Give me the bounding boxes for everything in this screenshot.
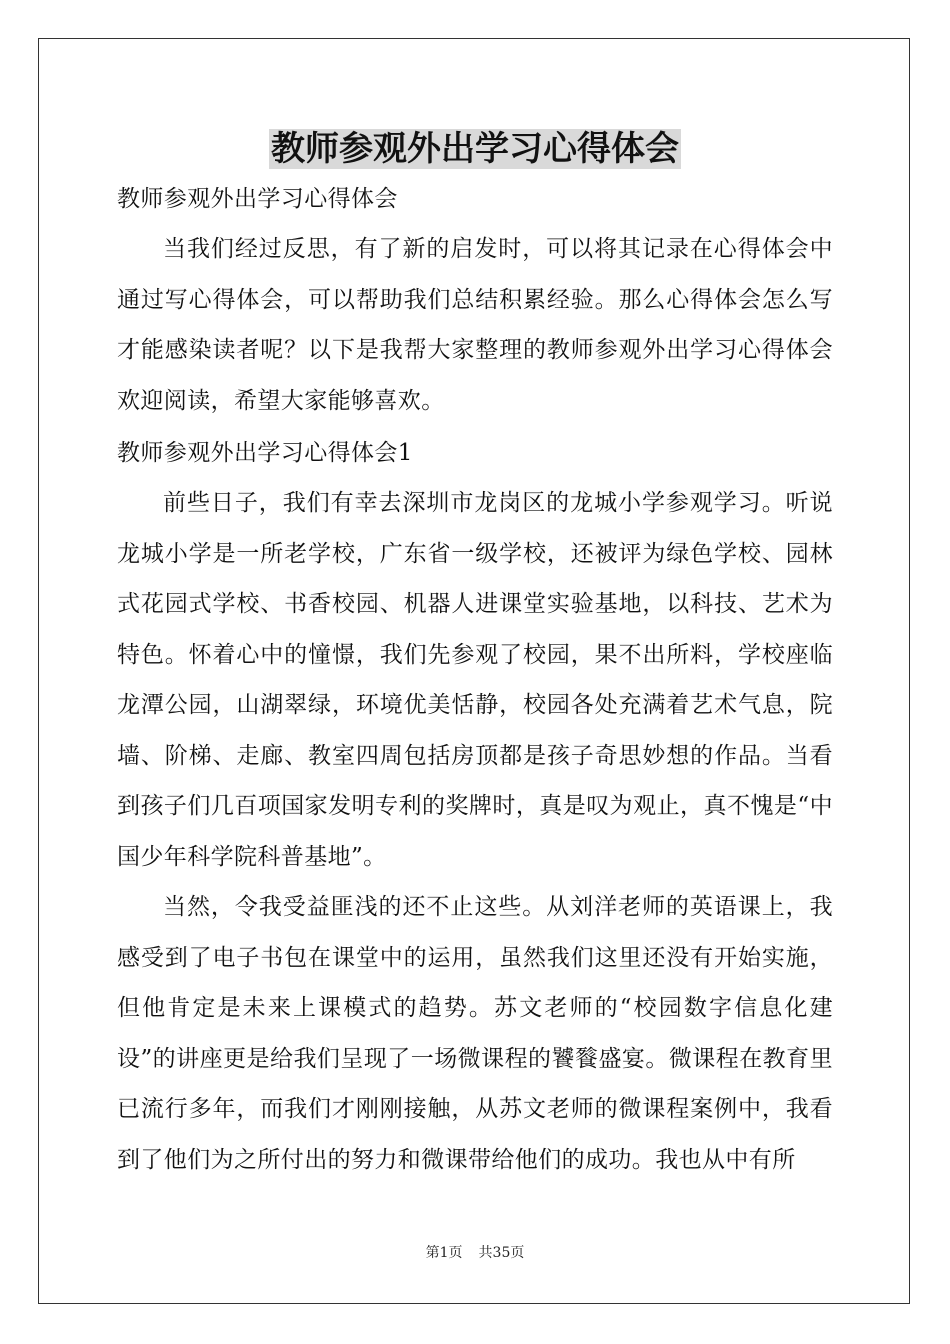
page-number: 第1页	[425, 1245, 463, 1261]
document-subtitle: 教师参观外出学习心得体会	[117, 186, 398, 212]
document-title	[117, 124, 833, 174]
section-heading-1: 教师参观外出学习心得体会1	[117, 440, 413, 466]
intro-paragraph: 当我们经过反思，有了新的启发时，可以将其记录在心得体会中通过写心得体会，可以帮助我们总结积累经验。那么心得体会怎么写才能感染读者呢？以下是我帮大家整理的教师参观外出学习心得体会欢迎阅读，希望大家能够喜欢。	[117, 236, 833, 414]
document-body	[117, 124, 833, 1185]
document-title-text: 教师参观外出学习心得体会	[271, 129, 679, 169]
page-footer	[0, 1243, 950, 1263]
body-paragraph-2: 当然，令我受益匪浅的还不止这些。从刘洋老师的英语课上，我感受到了电子书包在课堂中的运用，虽然我们这里还没有开始实施，但他肯定是未来上课模式的趋势。苏文老师的“校园数字信息化建设”的讲座更是给我们呈现了一场微课程的饕餮盛宴。微课程在教育里已流行多年，而我们才刚刚接触，从苏文老师的微课程案例中，我看到了他们为之所付出的努力和微课带给他们的成功。我也从中有所	[117, 894, 833, 1173]
body-paragraph-1: 前些日子，我们有幸去深圳市龙岗区的龙城小学参观学习。听说龙城小学是一所老学校，广东省一级学校，还被评为绿色学校、园林式花园式学校、书香校园、机器人进课堂实验基地，以科技、艺术为特色。怀着心中的憧憬，我们先参观了校园，果不出所料，学校座临龙潭公园，山湖翠绿，环境优美恬静，校园各处充满着艺术气息，院墙、阶梯、走廊、教室四周包括房顶都是孩子奇思妙想的作品。当看到孩子们几百项国家发明专利的奖牌时，真是叹为观止，真不愧是“中国少年科学院科普基地”。	[117, 490, 833, 870]
page-total: 共35页	[478, 1245, 525, 1261]
